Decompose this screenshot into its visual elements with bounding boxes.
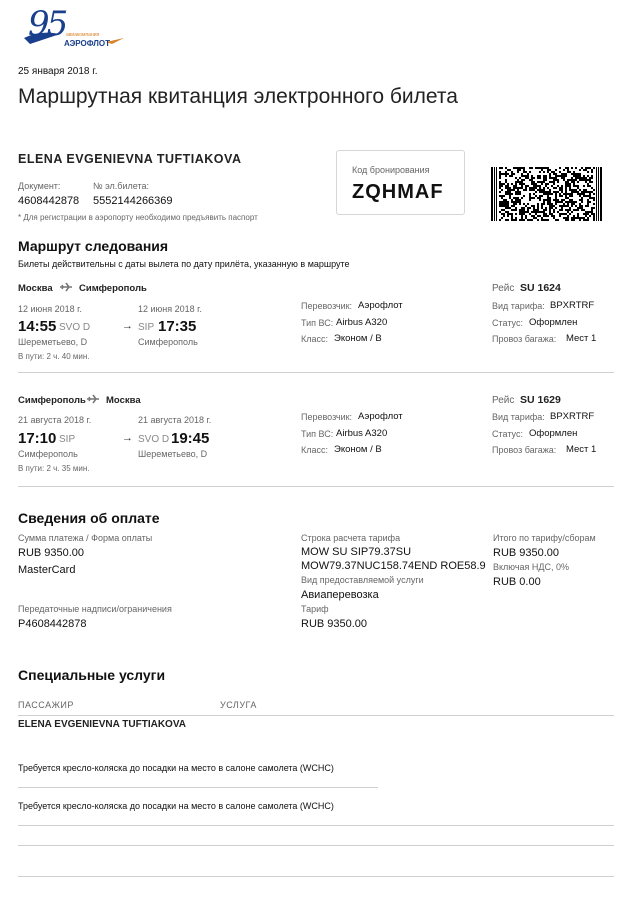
class-label: Класс: bbox=[301, 334, 328, 344]
booking-code-label: Код бронирования bbox=[352, 165, 430, 175]
page-title: Маршрутная квитанция электронного билета bbox=[18, 85, 458, 108]
arr-code: SVO D bbox=[138, 434, 170, 445]
dep-date: 21 августа 2018 г. bbox=[18, 415, 92, 425]
carrier-value: Аэрофлот bbox=[358, 300, 403, 311]
fare-value: BPXRTRF bbox=[550, 300, 595, 311]
flight-from: Симферополь bbox=[18, 395, 86, 406]
document-label: Документ: bbox=[18, 181, 61, 191]
special-service-1: Требуется кресло-коляска до посадки на место в салоне самолета (WCHC) bbox=[18, 763, 334, 773]
baggage-value: Мест 1 bbox=[566, 333, 597, 344]
tariff-label: Тариф bbox=[301, 604, 329, 614]
flight-to: Москва bbox=[106, 395, 141, 406]
flight-label: Рейс bbox=[492, 395, 515, 406]
status-value: Оформлен bbox=[529, 317, 578, 328]
payment-heading: Сведения об оплате bbox=[18, 510, 160, 526]
arr-date: 12 июня 2018 г. bbox=[138, 304, 202, 314]
flight-to: Симферополь bbox=[79, 283, 147, 294]
flight-from: Москва bbox=[18, 283, 53, 294]
fare-calc-label: Строка расчета тарифа bbox=[301, 533, 401, 543]
booking-code-box bbox=[336, 150, 465, 215]
special-heading: Специальные услуги bbox=[18, 667, 166, 683]
dep-code: SVO D bbox=[59, 322, 91, 333]
dep-code: SIP bbox=[59, 434, 76, 445]
flight-number: SU 1624 bbox=[520, 282, 561, 294]
status-label: Статус: bbox=[492, 318, 523, 328]
plane-icon bbox=[59, 280, 73, 294]
column-service: УСЛУГА bbox=[220, 700, 257, 710]
endorse-label: Передаточные надписи/ограничения bbox=[18, 604, 172, 614]
document-value: 4608442878 bbox=[18, 195, 80, 207]
logo-number: 95 bbox=[28, 4, 66, 44]
ticket-label: № эл.билета: bbox=[93, 181, 149, 191]
route-heading: Маршрут следования bbox=[18, 238, 169, 254]
status-label: Статус: bbox=[492, 429, 523, 439]
divider bbox=[18, 715, 614, 716]
baggage-value: Мест 1 bbox=[566, 444, 597, 455]
class-label: Класс: bbox=[301, 445, 328, 455]
flight-number: SU 1629 bbox=[520, 394, 561, 406]
service-value: Авиаперевозка bbox=[301, 589, 379, 601]
vat-value: RUB 0.00 bbox=[493, 576, 541, 588]
passenger-name: ELENA EVGENIEVNA TUFTIAKOVA bbox=[18, 152, 242, 166]
duration: В пути: 2 ч. 35 мин. bbox=[18, 464, 90, 473]
total-label: Итого по тарифу/сборам bbox=[493, 533, 596, 543]
divider bbox=[18, 825, 614, 826]
arr-airport: Симферополь bbox=[138, 337, 198, 347]
divider bbox=[18, 876, 614, 877]
carrier-label: Перевозчик: bbox=[301, 412, 353, 422]
dep-date: 12 июня 2018 г. bbox=[18, 304, 82, 314]
sum-label: Сумма платежа / Форма оплаты bbox=[18, 533, 153, 543]
booking-code: ZQHMAF bbox=[352, 181, 444, 203]
baggage-label: Провоз багажа: bbox=[492, 334, 557, 344]
fare-label: Вид тарифа: bbox=[492, 412, 545, 422]
divider bbox=[18, 372, 614, 373]
dep-airport: Шереметьево, D bbox=[18, 337, 88, 347]
baggage-label: Провоз багажа: bbox=[492, 445, 557, 455]
arr-date: 21 августа 2018 г. bbox=[138, 415, 212, 425]
aircraft-value: Airbus A320 bbox=[336, 428, 388, 439]
status-value: Оформлен bbox=[529, 428, 578, 439]
fare-calc-line-2: MOW79.37NUC158.74END ROE58.9 bbox=[301, 560, 486, 572]
class-value: Эконом / B bbox=[334, 444, 382, 455]
arr-time: 19:45 bbox=[171, 430, 210, 447]
barcode-icon bbox=[491, 167, 602, 221]
arrow-icon: → bbox=[122, 432, 133, 444]
divider bbox=[18, 787, 378, 788]
duration: В пути: 2 ч. 40 мин. bbox=[18, 352, 90, 361]
aircraft-value: Airbus A320 bbox=[336, 317, 388, 328]
arrow-icon: → bbox=[122, 320, 133, 332]
aircraft-label: Тип ВС: bbox=[301, 429, 334, 439]
column-passenger: ПАССАЖИР bbox=[18, 700, 74, 710]
flight-label: Рейс bbox=[492, 283, 515, 294]
tariff-value: RUB 9350.00 bbox=[301, 618, 368, 630]
fare-value: BPXRTRF bbox=[550, 411, 595, 422]
ticket-value: 5552144266369 bbox=[93, 195, 173, 207]
issue-date: 25 января 2018 г. bbox=[18, 66, 98, 77]
vat-label: Включая НДС, 0% bbox=[493, 562, 570, 572]
endorse-value: P4608442878 bbox=[18, 618, 87, 630]
carrier-label: Перевозчик: bbox=[301, 301, 353, 311]
special-passenger: ELENA EVGENIEVNA TUFTIAKOVA bbox=[18, 719, 186, 730]
logo-subtitle: авиакомпания bbox=[66, 32, 100, 38]
divider bbox=[18, 486, 614, 487]
aircraft-label: Тип ВС: bbox=[301, 318, 334, 328]
arr-airport: Шереметьево, D bbox=[138, 449, 208, 459]
dep-airport: Симферополь bbox=[18, 449, 78, 459]
special-service-2: Требуется кресло-коляска до посадки на место в салоне самолета (WCHC) bbox=[18, 801, 334, 811]
dep-time: 17:10 bbox=[18, 430, 57, 447]
carrier-value: Аэрофлот bbox=[358, 411, 403, 422]
arr-code: SIP bbox=[138, 322, 155, 333]
service-label: Вид предоставляемой услуги bbox=[301, 575, 424, 585]
passport-note: * Для регистрации в аэропорту необходимо предъявить паспорт bbox=[18, 213, 258, 222]
fare-calc-line-1: MOW SU SIP79.37SU bbox=[301, 546, 412, 558]
sum-value: RUB 9350.00 bbox=[18, 547, 85, 559]
total-value: RUB 9350.00 bbox=[493, 547, 560, 559]
arr-time: 17:35 bbox=[158, 318, 197, 335]
logo-name: АЭРОФЛОТ bbox=[64, 39, 110, 48]
dep-time: 14:55 bbox=[18, 318, 57, 335]
route-subtitle: Билеты действительны с даты вылета по дату прилёта, указанную в маршруте bbox=[18, 259, 350, 269]
divider bbox=[18, 845, 614, 846]
aeroflot-logo bbox=[20, 4, 140, 52]
fare-label: Вид тарифа: bbox=[492, 301, 545, 311]
payment-method: MasterCard bbox=[18, 564, 76, 576]
plane-icon bbox=[86, 392, 100, 406]
class-value: Эконом / B bbox=[334, 333, 382, 344]
